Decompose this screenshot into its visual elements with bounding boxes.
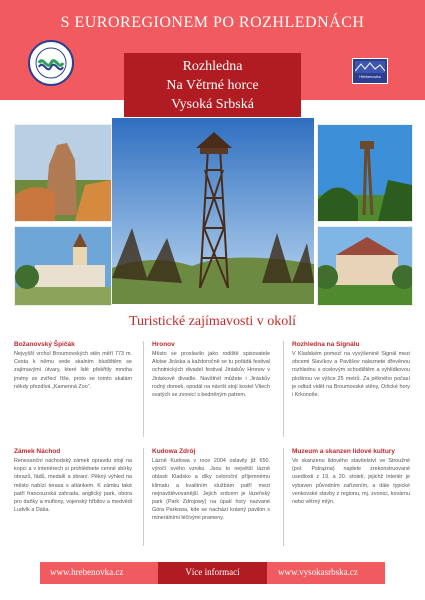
column-divider (143, 341, 144, 437)
column-divider (283, 448, 284, 546)
footer-link-vysokasrbska[interactable]: www.vysokasrbska.cz (278, 567, 358, 577)
attraction-3 (292, 341, 410, 399)
attraction-title: Hronov (152, 341, 175, 348)
subtitle-line1: Rozhledna (182, 59, 243, 74)
euroregion-logo (28, 40, 74, 86)
euroregion-logo-icon (30, 42, 72, 84)
more-info-label: Více informací (185, 567, 240, 577)
attraction-text: Lázně Kudowa v roce 2004 oslavily již 650. výročí svého vzniku. Jsou to největší lázně oblasti Kladsko a díky celoroční příjemnému klimatu a kvalitním službám patří mezi nejnavštěvovanější. Jejich srdcem je lázeňský park (Park Zdrojowy) na úpatí hory nazvané Góra Parkowa, kde se nachází krásný pavilon s minerálními léčivými prameny. (152, 458, 270, 522)
hrebenovka-logo (352, 58, 388, 84)
attraction-text: Nejvyšší vrchol Broumovských stěn měří 773 m. Cesta k němu vede skalním bludištěm se zajímavými útvary, které lidé překřtily mnoha jmény ze zvířecí říše, proto se tomto skalám někdy přezdívá „Kamenná Zoo“. (14, 351, 132, 390)
photo-collage (0, 118, 425, 304)
photo-bozanovsky-spicak (14, 124, 112, 222)
more-info-button[interactable] (158, 562, 267, 584)
subtitle-box (124, 53, 301, 117)
photo-signal (317, 124, 413, 222)
subtitle-line3: Vysoká Srbská (171, 97, 254, 112)
attraction-6 (292, 448, 410, 506)
subtitle-line2: Na Větrné horce (166, 78, 259, 93)
attraction-title: Kudowa Zdrój (152, 448, 196, 455)
photo-nachod (14, 226, 112, 306)
mountain-icon (355, 61, 385, 73)
attraction-title: Božanovský Špičák (14, 341, 75, 348)
attraction-title: Rozhledna na Signálu (292, 341, 360, 348)
attraction-title: Zámek Náchod (14, 448, 61, 455)
attraction-5 (152, 448, 270, 523)
attraction-text: Ve skanzenu lidového stavitelství ve Stroužné (pol. Pstrążna) najdete zrekonstruované usedlosti z 19. a 20. století, jejichž interiér je vybaven původním zařízením, a dále typické venkovské stavby z regionu, mj. zvonici, kovárnu nebo větrný mlýn. (292, 458, 410, 506)
attraction-title: Muzeum a skanzen lidové kultury (292, 448, 395, 455)
photo-rozhledna (112, 118, 314, 304)
attraction-4 (14, 448, 132, 514)
page-title: S EUROREGIONEM PO ROZHLEDNÁCH (60, 14, 365, 31)
footer-link-hrebenovka[interactable]: www.hrebenovka.cz (50, 567, 124, 577)
photo-kudowa (317, 226, 413, 306)
column-divider (283, 341, 284, 437)
attraction-text: Renesanční náchodský zámek opravdu stojí na kopci a v interiérech si prohlédnete cenné sbírky obrazů, fádů, medailí a zbraní. Pěkný výhled na město nabízí terasa s altánkem. K zámku také patří francouzská zahrada, anglický park, obora pro daňky a muflony, vojenský hřbitov a medvědi Ludvík a Dáša. (14, 458, 132, 514)
attraction-text: V Kladském pomezí na vyvýšenině Signál mezi obcemi Slavíkov a Pavlišov naleznete dřevěnou rozhlednu s ocelovým schodištěm a vyhlídkovou plošinou ve výšce 25 metrů. Za pěkného počasí je odtud vidět na Broumovské stěny, Orlické hory i Krkonoše. (292, 351, 410, 399)
footer-bar (40, 562, 385, 584)
section-title: Turistické zajímavosti v okolí (128, 314, 297, 329)
column-divider (143, 448, 144, 546)
hrebenovka-logo-text: Hřebenovka (359, 74, 381, 79)
attraction-2 (152, 341, 270, 399)
attraction-1 (14, 341, 132, 391)
attraction-text: Město se proslavilo jako rodiště spisovatele Aloise Jiráska a každoročně se tu pořádá festival ochotnických divadel festival Jiráskův Hronov v Jiráskově divadle. Navštívit můžete i Jiráskův rodný domek, opodál na návrší stojí kostel Všech svatých se zvonicí s bedněným patrem. (152, 351, 270, 399)
